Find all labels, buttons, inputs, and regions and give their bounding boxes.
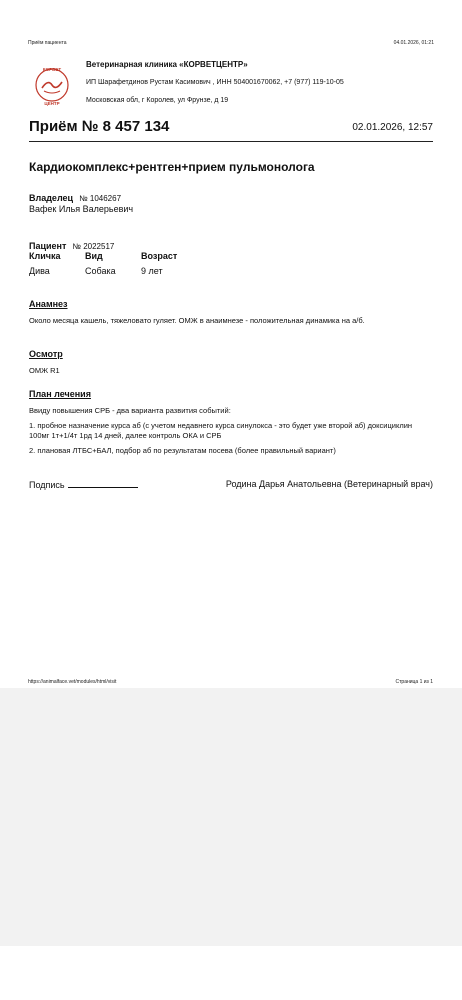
- clinic-name: Ветеринарная клиника «КОРВЕТЦЕНТР»: [86, 60, 248, 69]
- clinic-legal-info: ИП Шарафетдинов Рустам Касимович , ИНН 504001670062, +7 (977) 119-10-05: [86, 79, 344, 86]
- patient-age: 9 лет: [141, 266, 163, 276]
- print-footer-page: Страница 1 из 1: [395, 679, 433, 685]
- plan-intro: Ввиду повышения СРБ - два варианта развития событий:: [29, 406, 231, 415]
- print-header-title: Приём пациента: [28, 40, 67, 46]
- anamnesis-heading: Анамнез: [29, 299, 68, 309]
- plan-item-1: 1. пробное назначение курса аб (с учетом недавнего курса синулокса - это будет уже второй аб) доксициклин 100мг 1т+1/4т 1рд 14 дней, далее контроль ОКА и СРБ: [29, 421, 413, 440]
- signature-label: Подпись: [29, 480, 65, 490]
- patient-col-age-header: Возраст: [141, 251, 178, 261]
- patient-name: Дива: [29, 266, 50, 276]
- clinic-address: Московская обл, г Королев, ул Фрунзе, д 19: [86, 97, 229, 104]
- plan-item-2: 2. плановая ЛТБС+БАЛ, подбор аб по результатам посева (более правильный вариант): [29, 446, 336, 455]
- clinic-logo: [28, 61, 76, 109]
- visit-title: Приём № 8 457 134: [29, 118, 170, 135]
- patient-col-name-header: Кличка: [29, 251, 61, 261]
- plan-heading: План лечения: [29, 389, 91, 399]
- patient-col-species-header: Вид: [85, 251, 103, 261]
- visit-date: 02.01.2026, 12:57: [352, 122, 433, 133]
- service-name: Кардиокомплекс+рентген+прием пульмонолога: [29, 160, 315, 174]
- doctor-name: Родина Дарья Анатольевна (Ветеринарный врач): [225, 479, 433, 489]
- patient-number: № 2022517: [72, 242, 115, 251]
- patient-label: Пациент: [29, 241, 67, 251]
- print-header-datetime: 04.01.2026, 01:21: [393, 40, 434, 46]
- print-footer-url: https://animalface.vet/modules/html/visit: [28, 679, 117, 685]
- owner-label: Владелец: [29, 193, 74, 203]
- svg-text:ЦЕНТР: ЦЕНТР: [44, 101, 60, 106]
- owner-number: № 1046267: [79, 194, 122, 203]
- page-background-area: [0, 688, 462, 946]
- title-divider: [29, 141, 433, 142]
- exam-text: ОМЖ R1: [29, 366, 60, 375]
- svg-text:КОРВЕТ: КОРВЕТ: [42, 67, 62, 72]
- owner-name: Вафек Илья Валерьевич: [29, 204, 134, 214]
- exam-heading: Осмотр: [29, 349, 63, 359]
- patient-species: Собака: [85, 266, 116, 276]
- signature-line: [68, 479, 138, 488]
- signature-field: [29, 479, 138, 490]
- anamnesis-text: Около месяца кашель, тяжеловато гуляет. ОМЖ в анаимнезе - положительная динамика на а/б.: [29, 316, 365, 325]
